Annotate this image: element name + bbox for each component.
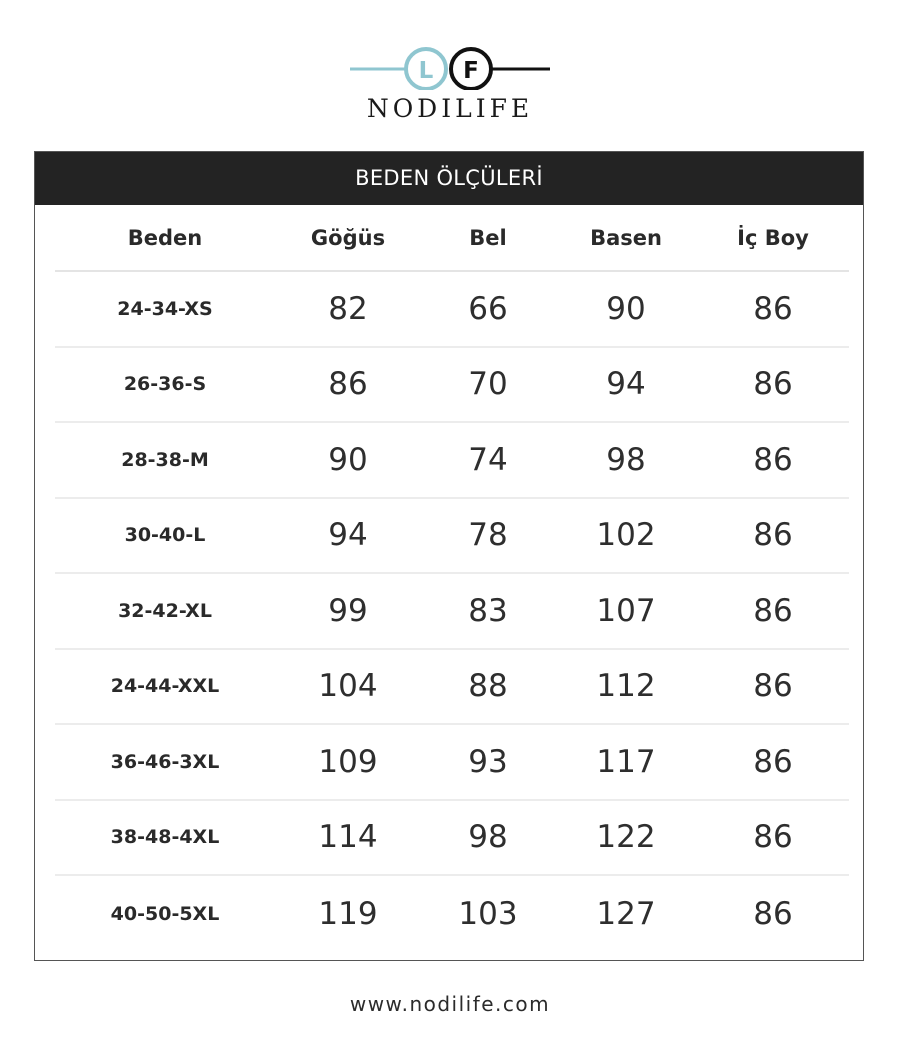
size-chart-title: BEDEN ÖLÇÜLERİ <box>35 152 863 205</box>
ic-boy-cell: 86 <box>753 895 793 932</box>
gogus-cell: 104 <box>318 668 378 705</box>
basen-cell: 94 <box>606 366 646 403</box>
bel-cell: 70 <box>468 366 508 403</box>
size-cell: 36-46-3XL <box>110 750 220 773</box>
gogus-cell: 94 <box>328 517 368 554</box>
column-header-gogus: Göğüs <box>310 225 386 250</box>
basen-cell: 112 <box>596 668 656 705</box>
table-row <box>55 574 849 650</box>
table-header-row <box>55 205 849 272</box>
column-header-ic-boy: İç Boy <box>737 225 809 250</box>
bel-cell: 74 <box>468 441 508 478</box>
bel-cell: 83 <box>468 592 508 629</box>
ic-boy-cell: 86 <box>753 517 793 554</box>
bel-cell: 88 <box>468 668 508 705</box>
table-row <box>55 650 849 726</box>
table-row <box>55 272 849 348</box>
bel-cell: 78 <box>468 517 508 554</box>
size-table <box>55 205 849 952</box>
column-header-basen: Basen <box>590 225 662 250</box>
gogus-cell: 109 <box>318 743 378 780</box>
brand-logo <box>348 44 552 128</box>
basen-cell: 117 <box>596 743 656 780</box>
size-cell: 38-48-4XL <box>110 826 220 849</box>
logo-letter-f: F <box>463 58 479 84</box>
column-header-bel: Bel <box>469 225 507 250</box>
table-row <box>55 499 849 575</box>
basen-cell: 127 <box>596 895 656 932</box>
ic-boy-cell: 86 <box>753 592 793 629</box>
basen-cell: 122 <box>596 819 656 856</box>
basen-cell: 90 <box>606 290 646 327</box>
table-row <box>55 876 849 952</box>
size-cell: 26-36-S <box>123 373 207 396</box>
size-cell: 24-34-XS <box>117 297 213 320</box>
gogus-cell: 99 <box>328 592 368 629</box>
bel-cell: 98 <box>468 819 508 856</box>
size-cell: 40-50-5XL <box>110 902 220 925</box>
ic-boy-cell: 86 <box>753 819 793 856</box>
table-row <box>55 801 849 877</box>
ic-boy-cell: 86 <box>753 668 793 705</box>
gogus-cell: 82 <box>328 290 368 327</box>
ic-boy-cell: 86 <box>753 290 793 327</box>
size-cell: 30-40-L <box>124 524 206 547</box>
basen-cell: 98 <box>606 441 646 478</box>
gogus-cell: 119 <box>318 895 378 932</box>
ic-boy-cell: 86 <box>753 441 793 478</box>
bel-cell: 103 <box>458 895 518 932</box>
table-row <box>55 423 849 499</box>
ic-boy-cell: 86 <box>753 743 793 780</box>
table-row <box>55 725 849 801</box>
lf-monogram-icon <box>348 44 552 90</box>
website-url: www.nodilife.com <box>349 992 551 1016</box>
table-row <box>55 348 849 424</box>
brand-name: NODILIFE <box>366 94 534 123</box>
size-chart <box>34 151 864 961</box>
gogus-cell: 114 <box>318 819 378 856</box>
size-cell: 24-44-XXL <box>110 675 220 698</box>
bel-cell: 66 <box>468 290 508 327</box>
ic-boy-cell: 86 <box>753 366 793 403</box>
bel-cell: 93 <box>468 743 508 780</box>
column-header-beden: Beden <box>127 225 203 250</box>
basen-cell: 102 <box>596 517 656 554</box>
gogus-cell: 86 <box>328 366 368 403</box>
size-cell: 28-38-M <box>121 448 209 471</box>
gogus-cell: 90 <box>328 441 368 478</box>
logo-letter-l: L <box>418 58 434 84</box>
size-cell: 32-42-XL <box>118 599 212 622</box>
basen-cell: 107 <box>596 592 656 629</box>
